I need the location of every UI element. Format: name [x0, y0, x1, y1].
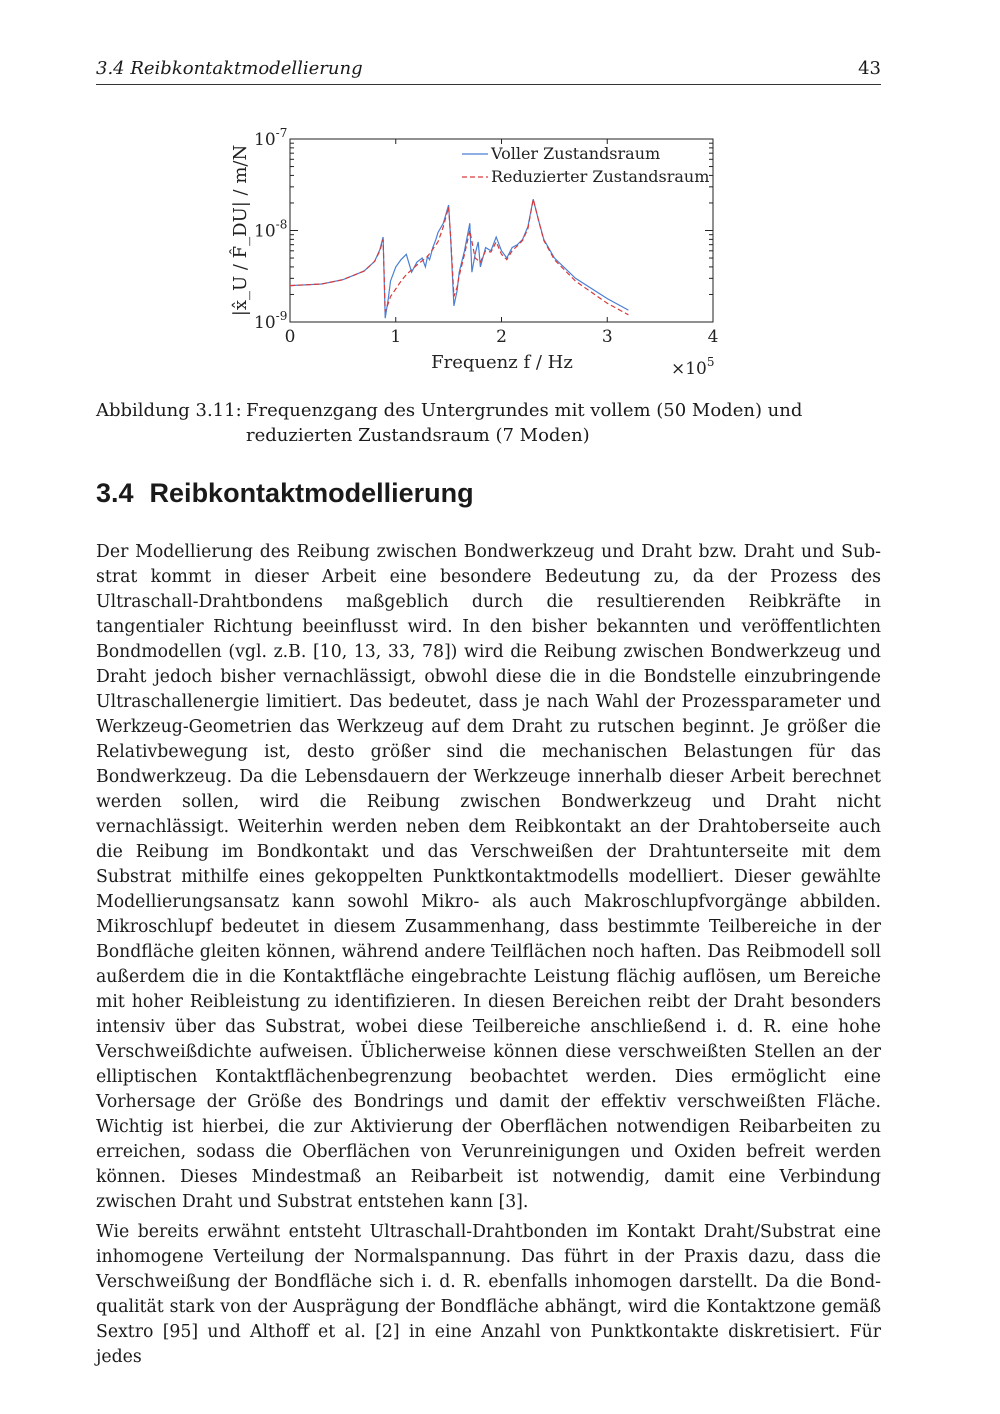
figure	[222, 122, 752, 384]
frequency-response-chart	[222, 122, 752, 384]
page-number: 43	[858, 58, 881, 79]
legend-label: Reduzierter Zustandsraum	[491, 167, 710, 186]
paragraph: Der Modellierung des Reibung zwischen Bondwerkzeug und Draht bzw. Draht und Substrat kommt in dieser Arbeit eine besondere Bedeutung zu, da der Prozess des Ultraschall-Drahtbondens maßgeblich durch die resultierenden Reibkräfte in tangentialer Richtung beeinflusst wird. In den bisher bekannten und veröffentlichten Bondmodellen (vgl. z.B. [10, 13, 33, 78]) wird die Reibung zwischen Bondwerkzeug und Draht jedoch bisher vernachlässigt, obwohl diese die in die Bondstelle einzubringende Ultraschallenergie limitiert. Das bedeutet, dass je nach Wahl der Prozessparameter und Werkzeug-Geometrien das Werkzeug auf dem Draht zu rutschen beginnt. Je größer die Relativbewegung ist, desto größer sind die mechanischen Belastungen für das Bondwerkzeug. Da die Lebensdauern der Werkzeuge innerhalb dieser Arbeit berechnet werden sollen, wird die Reibung zwischen Bondwerkzeug und Draht nicht vernachlässigt. Weiterhin werden neben dem Reibkontakt an der Drahtoberseite auch die Reibung im Bondkontakt und das Verschweißen der Drahtunterseite mit dem Substrat mithilfe eines gekoppelten Punktkontaktmodells modelliert. Dieser gewählte Modellierungsansatz kann sowohl Mikro- als auch Makroschlupfvorgänge abbilden. Mikroschlupf bedeutet in diesem Zusammenhang, dass bestimmte Teilbereiche in der Bondfläche gleiten können, während andere Teilflächen noch haften. Das Reibmodell soll außerdem die in die Kontaktfläche eingebrachte Leistung flächig auflösen, um Bereiche mit hoher Reibleistung zu identifizieren. In diesen Bereichen reibt der Draht besonders intensiv über das Substrat, wobei diese Teilbereiche anschließend i. d. R. eine hohe Verschweißdichte aufweisen. Üblicherweise können diese verschweißten Stellen an der elliptischen Kontaktflächenbegrenzung beobachtet werden. Dies ermöglicht eine Vorhersage der Größe des Bondrings und damit der effektiv verschweißten Fläche. Wichtig ist hierbei, die zur Aktivierung der Oberflächen notwendigen Reibarbeiten zu erreichen, sodass die Oberflächen von Verunreinigungen und Oxiden befreit werden können. Dieses Mindestmaß an Reibarbeit ist notwendig, damit eine Verbindung zwischen Draht und Substrat entstehen kann [3].	[96, 542, 881, 1212]
x-multiplier: $\times 10^5$	[671, 355, 715, 379]
x-tick-label: 0	[284, 327, 296, 347]
x-tick-label: 4	[707, 327, 719, 347]
section-heading	[96, 478, 474, 509]
paragraph: Wie bereits erwähnt entsteht Ultraschall-Drahtbonden im Kontakt Draht/Substrat eine inhomogene Verteilung der Normalspannung. Das führt in der Praxis dazu, dass die Verschweißung der Bondfläche sich i. d. R. ebenfalls inhomogen darstellt. Da die Bondqualität stark von der Ausprägung der Bondfläche abhängt, wird die Kontaktzone gemäß Sextro [95] und Althoff et al. [2] in eine Anzahl von Punktkontakte diskretisiert. Für jedes	[96, 1222, 881, 1367]
legend-label: Voller Zustandsraum	[491, 144, 661, 163]
x-axis-label: Frequenz f / Hz	[431, 352, 573, 373]
figure-caption	[96, 398, 886, 448]
x-tick-label: 3	[601, 327, 613, 347]
y-tick-label: $10^{-7}$	[254, 126, 288, 150]
section-number: 3.4	[96, 478, 134, 508]
y-tick-label: $10^{-9}$	[254, 309, 288, 333]
caption-text: Frequenzgang des Untergrundes mit vollem (50 Moden) und reduzierten Zustandsraum (7 Moden)	[246, 400, 803, 446]
x-tick-label: 1	[390, 327, 402, 347]
running-head	[96, 58, 881, 85]
x-tick-label: 2	[496, 327, 507, 347]
y-tick-label: $10^{-8}$	[254, 217, 288, 242]
section-title: Reibkontaktmodellierung	[149, 478, 474, 508]
caption-label: Abbildung 3.11:	[96, 400, 242, 421]
running-head-section: 3.4 Reibkontaktmodellierung	[96, 58, 363, 79]
y-axis-label: |x̂_U / F̂_DU| / m/N	[230, 144, 251, 317]
body-text	[96, 540, 881, 1375]
